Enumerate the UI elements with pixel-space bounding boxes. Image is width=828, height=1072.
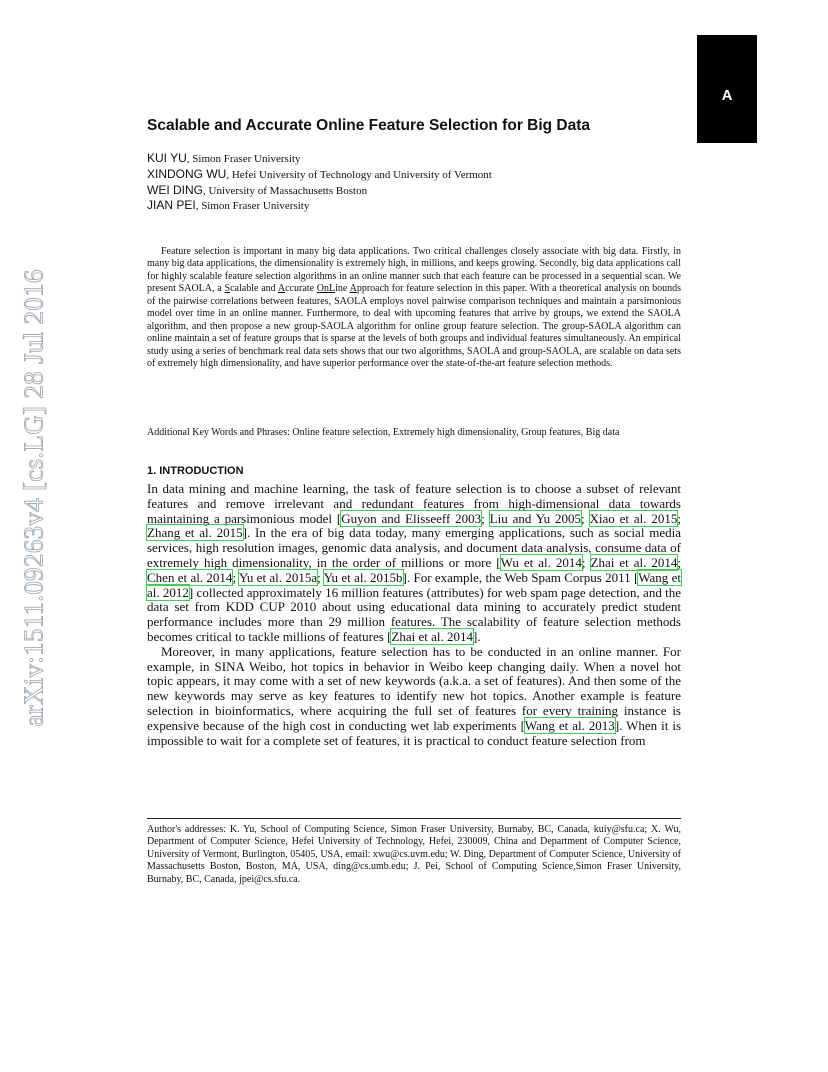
intro-text: Moreover, in many applications, feature selection has to be conducted in an online manner. For example, in SINA Weibo, hot topics in behavior in Weibo keep changing daily. When a novel hot topic appears, it may come with a set of new keywords (a.k.a. a set of features). And then some of the new keywords may serve as key features to identify new hot topics. Another example is feature selection in bioinformatics, where acquiring the full set of features for every training instance is expensive because of the high cost in conducting wet lab experiments [147, 643, 681, 733]
citation-link[interactable]: Yu et al. 2015b [323, 569, 403, 585]
abstract [147, 246, 681, 371]
author-line [147, 167, 492, 183]
intro-text: collected approximately 16 million features (attributes) for web spam page detection, and the data set from KDD CUP 2010 about using educational data mining to accurately predict student performance includes more than 29 million features. The scalability of feature selection methods becomes critical to tackle millions of features [147, 584, 681, 644]
journal-tab: A [697, 35, 757, 143]
keywords: Additional Key Words and Phrases: Online feature selection, Extremely high dimensionality, Group features, Big data [147, 427, 620, 438]
intro-paragraph: Moreover, in many applications, feature selection has to be conducted in an online manner. For example, in SINA Weibo, hot topics in behavior in Weibo keep changing daily. When a novel hot topic appears, it may come with a set of new keywords (a.k.a. a set of features). And then some of the new keywords may serve as key features to identify new hot topics. Another example is feature selection in bioinformatics, where acquiring the full set of features for every training instance is expensive because of the high cost in conducting wet lab experiments [Wang et al. 2013]. When it is impossible to wait for a complete set of features, it is practical to conduct feature selection from [147, 643, 681, 748]
citation-link[interactable]: Chen et al. 2014 [147, 569, 233, 585]
abstract-text: ccurate [285, 283, 317, 295]
author-affiliation: , Hefei University of Technology and University of Vermont [226, 168, 492, 181]
introduction-body [147, 482, 681, 748]
abstract-acronym-letter: A [349, 283, 357, 295]
author-line [147, 151, 492, 167]
intro-text: ; [677, 554, 681, 570]
intro-text: . When it is impossible to wait for a complete set of features, it is practical to conduct feature selection from [147, 717, 681, 748]
arxiv-stamp[interactable]: arXiv:1511.09263v4 [cs.LG] 28 Jul 2016 [18, 269, 49, 727]
abstract-acronym-letter: A [277, 283, 286, 295]
citation-link[interactable]: Guyon and Elisseeff 2003 [341, 510, 482, 526]
citation-link[interactable]: Zhang et al. 2015 [147, 525, 243, 541]
footnote-rule [147, 818, 681, 819]
author-name: JIAN PEI [147, 198, 196, 213]
intro-paragraph: In data mining and machine learning, the task of feature selection is to choose a subset of relevant features and remove irrelevant and redundant features from high-dimensional data towards maintaining a parsimonious model [Guyon and Elisseeff 2003; Liu and Yu 2005; Xiao et al. 2015; Zhang et al. 2015]. In the era of big data today, many emerging applications, such as social media services, high resolution images, genomic data analysis, and document data analysis, consume data of extremely high dimensionality, in the order of millions or more [Wu et al. 2014; Zhai et al. 2014; Chen et al. 2014; Yu et al. 2015a; Yu et al. 2015b]. For example, the Web Spam Corpus 2011 [Wang et al. 2012] collected approximately 16 million features (attributes) for web spam page detection, and the data set from KDD CUP 2010 about using educational data mining to accurately predict student performance includes more than 29 million features. The scalability of feature selection methods becomes critical to tackle millions of features [Zhai et al. 2014]. [147, 481, 682, 644]
author-name: XINDONG WU [147, 166, 227, 181]
intro-text: ; [481, 510, 490, 526]
abstract-text: ine [335, 283, 350, 295]
author-affiliation: , Simon Fraser University [195, 200, 310, 213]
citation-link[interactable]: Xiao et al. 2015 [589, 510, 678, 526]
intro-text: ; [581, 554, 591, 570]
intro-text: ; [317, 569, 324, 585]
abstract-text: pproach for feature selection in this paper. With a theoretical analysis on bounds of the pairwise correlations between features, SAOLA employs novel pairwise comparison techniques and maintain a parsimonious model over time in an online manner. Furthermore, to deal with upcoming features that arrive by groups, we extend the SAOLA algorithm, and then propose a new group-SAOLA algorithm for online group feature selection. The group-SAOLA algorithm can online maintain a set of feature groups that is sparse at the levels of both groups and individual features simultaneously. An empirical study using a series of benchmark real data sets shows that our two algorithms, SAOLA and group-SAOLA, are scalable on data sets of extremely high dimensionality, and have superior performance over the state-of-the-art feature selection methods. [147, 283, 681, 370]
abstract-acronym-letter: L [329, 283, 336, 295]
intro-text: . [477, 628, 481, 644]
section-heading: 1. INTRODUCTION [147, 465, 244, 477]
intro-text: ; [581, 510, 590, 526]
author-list [147, 151, 492, 214]
intro-text: In data mining and machine learning, the task of feature selection is to choose a subset of relevant features and remove irrelevant and redundant features from high-dimensional data towards maintaining a parsimonious model [147, 481, 681, 526]
intro-text: ; [677, 510, 682, 526]
author-affiliation: , University of Massachusetts Boston [203, 184, 368, 197]
author-affiliation: , Simon Fraser University [186, 153, 301, 165]
author-name: WEI DING [147, 182, 203, 197]
citation-link[interactable]: Wang et al. 2012 [147, 569, 681, 600]
author-line [147, 198, 492, 214]
abstract-acronym-letter: S [224, 283, 231, 295]
author-line [147, 183, 492, 199]
citation-link[interactable]: Wang et al. 2013 [524, 717, 615, 733]
intro-text: ; [232, 569, 239, 585]
citation-link[interactable]: Zhai et al. 2014 [391, 628, 473, 644]
citation-link[interactable]: Wu et al. 2014 [500, 554, 582, 570]
author-addresses-footnote: Author's addresses: K. Yu, School of Computing Science, Simon Fraser University, Burnaby, BC, Canada, kuiy@sfu.ca; X. Wu, Department of Computer Science, Hefei University of Technology, Hefei, 230009, China and Department of Computer Science, University of Vermont, Burlington, 05405, USA, email: xwu@cs.uvm.edu; W. Ding, Department of Computer Science, University of Massachusetts Boston, Boston, MA, USA, ding@cs.umb.edu; J. Pei, School of Computing Science,Simon Fraser University, Burnaby, BC, Canada, jpei@cs.sfu.ca. [147, 824, 681, 885]
abstract-text: calable and [230, 283, 278, 295]
author-name: KUI YU [147, 151, 187, 165]
intro-text: . In the era of big data today, many emerging applications, such as social media services, high resolution images, genomic data analysis, and document data analysis, consume data of extremely high dimensionality, in the order of millions or more [147, 525, 681, 570]
abstract-text: Feature selection is important in many big data applications. Two critical challenges closely associate with big data. Firstly, in many big data applications, the dimensionality is extremely high, in millions, and keeps growing. Secondly, big data applications call for highly scalable feature selection algorithms in an online manner such that each feature can be processed in a sequential scan. We present SAOLA, a [147, 246, 681, 295]
intro-text: . For example, the Web Spam Corpus 2011 [406, 569, 634, 585]
abstract-acronym-letter: On [316, 283, 329, 295]
citation-link[interactable]: Liu and Yu 2005 [489, 510, 582, 526]
paper-title: Scalable and Accurate Online Feature Selection for Big Data [147, 117, 591, 134]
citation-link[interactable]: Yu et al. 2015a [238, 569, 318, 585]
citation-link[interactable]: Zhai et al. 2014 [590, 554, 678, 570]
